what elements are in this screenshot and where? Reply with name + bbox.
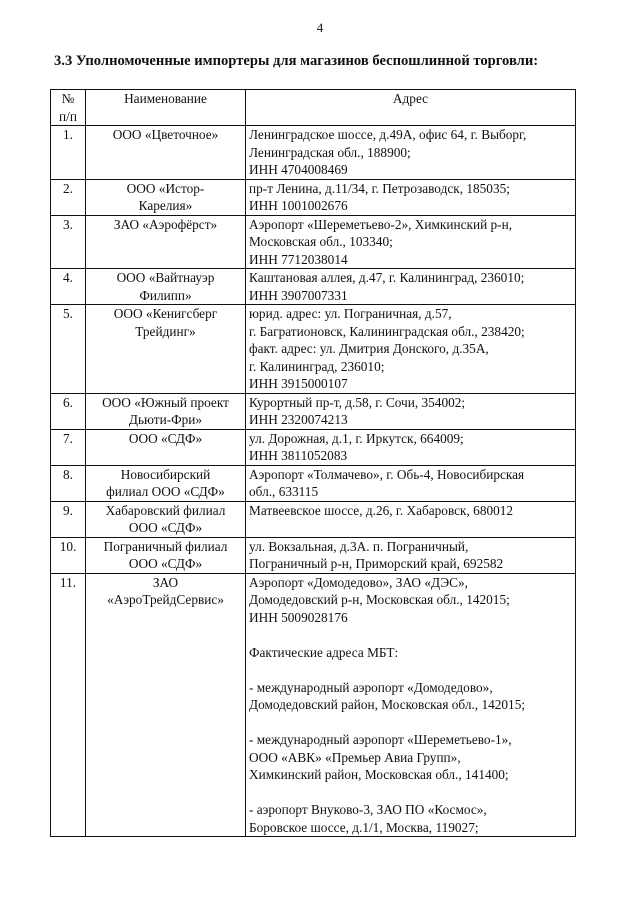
column-header-number: [51, 90, 86, 126]
row-address-line: факт. адрес: ул. Дмитрия Донского, д.35А,: [249, 341, 489, 356]
row-address: [246, 126, 576, 180]
row-address-line: ИНН 1001002676: [249, 198, 348, 213]
actual-address-line: - международный аэропорт «Домодедово»,: [249, 679, 493, 695]
spacer: [249, 661, 572, 679]
row-address: [246, 501, 576, 537]
row-name-line: Дьюти-Фри»: [128, 412, 203, 427]
row-number: [51, 465, 86, 501]
row-number: [51, 269, 86, 305]
row-number: [51, 215, 86, 269]
row-name-line: филиал ООО «СДФ»: [106, 484, 225, 499]
row-name: [86, 269, 246, 305]
row-name-line: ООО «СДФ»: [128, 556, 203, 571]
row-number-text: 11.: [59, 574, 77, 590]
row-name-line: ООО «СДФ»: [128, 520, 203, 535]
row-address: [246, 179, 576, 215]
row-address-line: Домодедовский р-н, Московская обл., 142015;: [249, 592, 510, 607]
table-row: [51, 305, 576, 394]
table-row: [51, 537, 576, 573]
row-address-line: Ленинградская обл., 188900;: [249, 144, 411, 160]
row-number: [51, 179, 86, 215]
row-address-line: Аэропорт «Домодедово», ЗАО «ДЭС»,: [249, 574, 469, 590]
table-body: [51, 126, 576, 837]
row-number: [51, 393, 86, 429]
row-number-text: 1.: [63, 127, 73, 142]
importers-table: [50, 89, 576, 837]
row-name-line: Хабаровский филиал: [105, 502, 226, 518]
row-address-line: Курортный пр-т, д.58, г. Сочи, 354002;: [249, 394, 466, 410]
table-row: [51, 501, 576, 537]
row-address-line: ИНН 5009028176: [249, 609, 348, 625]
row-name-line: ООО «Цветочное»: [112, 127, 219, 142]
row-address-line: Пограничный р-н, Приморский край, 692582: [249, 556, 504, 571]
row-number-text: 9.: [63, 502, 73, 518]
column-header-address: Адрес: [246, 90, 576, 126]
row-address-line: пр-т Ленина, д.11/34, г. Петрозаводск, 185035;: [249, 180, 510, 196]
page-number: 4: [316, 20, 324, 35]
row-address-line: Каштановая аллея, д.47, г. Калининград, 236010;: [249, 270, 525, 285]
row-address-line: Московская обл., 103340;: [249, 234, 393, 249]
row-address: [246, 465, 576, 501]
row-address-line: обл., 633115: [249, 484, 319, 499]
row-name-line: ООО «Южный проект: [102, 394, 229, 410]
row-name-line: Новосибирский: [120, 466, 211, 482]
column-header-name: Наименование: [86, 90, 246, 126]
row-address-line: г. Багратионовск, Калининградская обл., 238420;: [249, 323, 525, 339]
row-number-text: 3.: [63, 216, 73, 232]
actual-address-line: Домодедовский район, Московская обл., 142015;: [249, 697, 526, 712]
row-name-line: ЗАО «Аэрофёрст»: [113, 216, 218, 232]
row-address-line: Ленинградское шоссе, д.49А, офис 64, г. Выборг,: [249, 127, 527, 142]
row-address: [246, 269, 576, 305]
spacer: [249, 784, 572, 802]
row-name-line: Пограничный филиал: [103, 538, 228, 554]
table-header-row: [51, 90, 576, 126]
row-name: [86, 537, 246, 573]
row-address-line: ИНН 3811052083: [249, 448, 348, 463]
actual-address-line: - аэропорт Внуково-3, ЗАО ПО «Космос»,: [249, 802, 487, 817]
row-number: [51, 537, 86, 573]
row-address-line: юрид. адрес: ул. Пограничная, д.57,: [249, 306, 452, 321]
actual-address-line: Боровское шоссе, д.1/1, Москва, 119027;: [249, 819, 479, 835]
row-address-line: г. Калининград, 236010;: [249, 358, 385, 374]
row-address: [246, 305, 576, 394]
row-address: [246, 573, 576, 837]
row-name-line: ООО «Вайтнауэр: [116, 270, 215, 285]
table-row: [51, 215, 576, 269]
actual-addresses-heading: Фактические адреса МБТ:: [249, 644, 399, 660]
row-address: [246, 215, 576, 269]
row-name-line: ООО «Истор-: [126, 180, 205, 196]
spacer: [249, 714, 572, 732]
row-number-text: 5.: [63, 306, 73, 321]
row-number: [51, 429, 86, 465]
row-address: [246, 393, 576, 429]
row-number: [51, 573, 86, 837]
actual-address-line: ООО «АВК» «Премьер Авиа Групп»,: [249, 749, 461, 765]
row-address-line: ул. Вокзальная, д.3А. п. Пограничный,: [249, 538, 469, 554]
section-heading: 3.3 Уполномоченные импортеры для магазинов беспошлинной торговли:: [54, 53, 539, 69]
row-number: [51, 501, 86, 537]
table-row: [51, 393, 576, 429]
row-name: [86, 215, 246, 269]
row-name-line: Трейдинг»: [135, 323, 196, 339]
row-address-line: ИНН 3907007331: [249, 287, 348, 303]
row-name: [86, 305, 246, 394]
table-row: [51, 429, 576, 465]
table-row: [51, 126, 576, 180]
row-name-line: ООО «СДФ»: [128, 430, 203, 446]
row-number: [51, 305, 86, 394]
row-address-line: ул. Дорожная, д.1, г. Иркутск, 664009;: [249, 430, 464, 446]
column-header-number-line: №: [61, 91, 75, 106]
row-name: [86, 393, 246, 429]
table-row: [51, 573, 576, 837]
row-name: [86, 179, 246, 215]
table-row: [51, 179, 576, 215]
column-header-number-line: п/п: [59, 108, 77, 124]
row-address-line: ИНН 7712038014: [249, 251, 348, 267]
row-address-line: Аэропорт «Толмачево», г. Обь-4, Новосибирская: [249, 466, 525, 482]
row-address-line: ИНН 4704008469: [249, 162, 348, 177]
table-row: [51, 269, 576, 305]
row-number-text: 7.: [63, 430, 73, 446]
actual-address-line: - международный аэропорт «Шереметьево-1»,: [249, 732, 512, 747]
row-number: [51, 126, 86, 180]
table-row: [51, 465, 576, 501]
row-name-line: ЗАО: [152, 574, 179, 590]
row-name: [86, 573, 246, 837]
row-address-line: Матвеевское шоссе, д.26, г. Хабаровск, 680012: [249, 502, 514, 518]
actual-address-line: Химкинский район, Московская обл., 141400;: [249, 767, 509, 782]
row-name: [86, 429, 246, 465]
row-name-line: Карелия»: [138, 198, 193, 213]
spacer: [249, 626, 572, 644]
row-address-line: ИНН 3915000107: [249, 376, 348, 391]
row-address-line: ИНН 2320074213: [249, 412, 348, 427]
row-number-text: 2.: [63, 180, 73, 196]
row-number-text: 8.: [63, 466, 73, 482]
row-address: [246, 537, 576, 573]
row-number-text: 4.: [63, 270, 73, 285]
row-name: [86, 126, 246, 180]
row-name-line: «АэроТрейдСервис»: [107, 592, 224, 607]
row-address-line: Аэропорт «Шереметьево-2», Химкинский р-н,: [249, 216, 513, 232]
row-name: [86, 501, 246, 537]
row-number-text: 10.: [59, 538, 77, 554]
row-name-line: ООО «Кенигсберг: [113, 306, 218, 321]
row-name: [86, 465, 246, 501]
row-name-line: Филипп»: [139, 287, 192, 303]
row-number-text: 6.: [63, 394, 73, 410]
row-address: [246, 429, 576, 465]
